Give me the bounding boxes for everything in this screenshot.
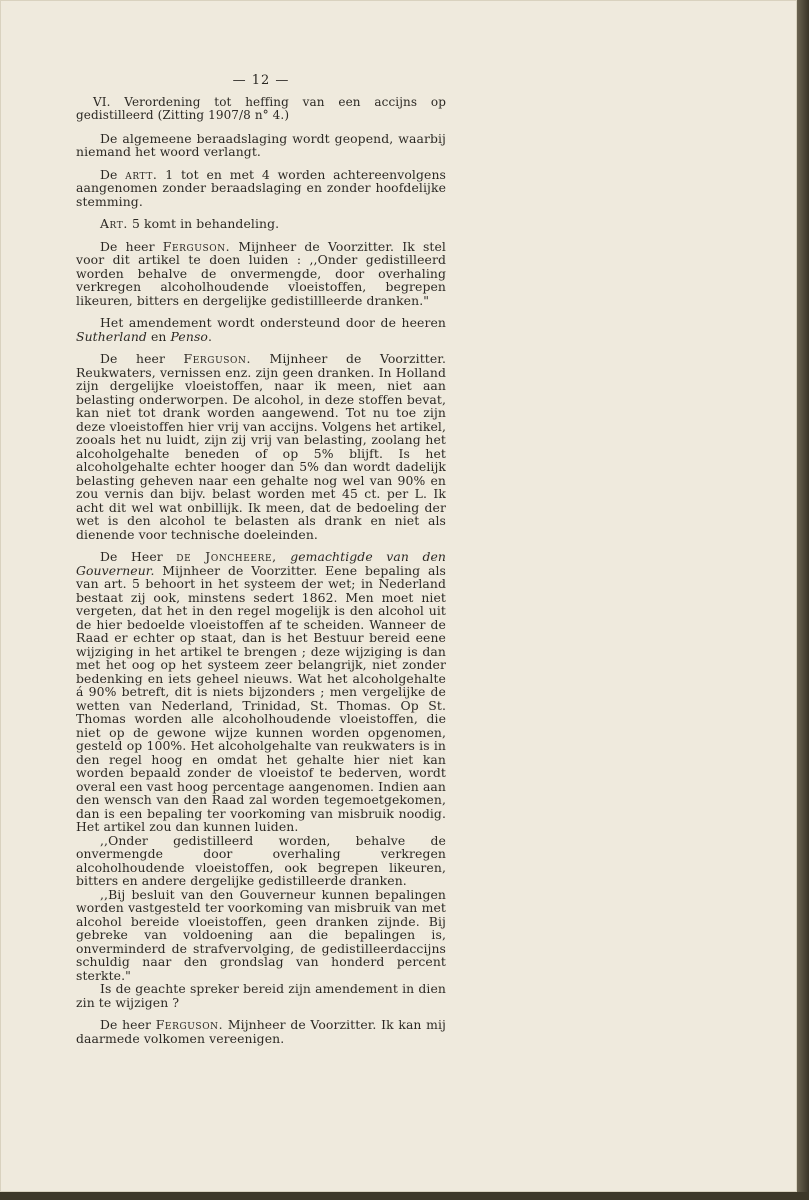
paragraph-7: De Heer de Joncheere, gemachtigde van den Gouverneur. Mijnheer de Voorzitter. Eene bepaling als van art. 5 behoort in het systeem der wet; in Nederland bestaat zij ook, minstens sedert 1862. Men moet niet vergeten, dat het in den regel mogelijk is den alcohol uit de hier bedoelde vloeistoffen af te scheiden. Wanneer de Raad er echter op staat, dan is het Bestuur bereid eene wijziging in het artikel te brengen ; deze wijziging is dan met het oog op het systeem zeer belangrijk, niet zonder bedenking en iets geheel nieuws. Wat het alcoholgehalte á 90% betreft, dit is niets bijzonders ; men vergelijke de wetten van Nederland, Trinidad, St. Thomas. Op St. Thomas worden alle alcoholhoudende vloeistoffen, die niet op de gewone wijze kunnen worden opgenomen, gesteld op 100%. Het alcoholgehalte van reukwaters is in den regel hoog en omdat het gehalte hier niet kan worden bepaald zonder de vloeistof te bederven, wordt overal een vast hoog percentage aangenomen. Indien aan den wensch van den Raad zal worden tegemoetgekomen, dan is een bepaling ter voorkoming van misbruik noodig. Het artikel zou dan kunnen luiden.	[76, 549, 447, 834]
page-number: — 12 —	[232, 73, 290, 88]
page-edge-right	[797, 0, 809, 1200]
paragraph-4: De heer Ferguson. Mijnheer de Voorzitter. Ik stel voor dit artikel te doen luiden : ,,Onder gedistilleerd worden behalve de onvermengde, door overhaling verkregen alcoholhoudende vloeistoffen, begrepen likeuren, bitters en dergelijke gedistillleerde dranken."	[76, 238, 446, 308]
page-content	[76, 74, 446, 1054]
paragraph-9: ,,Bij besluit van den Gouverneur kunnen bepalingen worden vastgesteld ter voorkoming van misbruik van met alcohol bereide vloeistoffen, geen dranken zijnde. Bij gebreke van voldoening aan die bepalingen is, onverminderd de strafvervolging, de gedistilleerdaccijns schuldig naar den grondslag van honderd percent sterkte."	[76, 886, 446, 983]
speaker-name: Ferguson.	[162, 238, 231, 254]
speaker-name: de Joncheere,	[176, 549, 277, 564]
page-edge-bottom	[0, 1192, 809, 1200]
speaker-name: Ferguson.	[155, 1017, 224, 1032]
section-heading-text: VI. Verordening tot heffing van een accijns op gedistilleerd (Zitting 1907/8 n° 4.)	[76, 94, 446, 122]
paragraph-1: De algemeene beraadslaging wordt geopend, waarbij niemand het woord verlangt.	[76, 130, 446, 159]
speaker-name: Ferguson.	[183, 351, 252, 366]
paragraph-3: Art. 5 komt in behandeling.	[100, 216, 280, 231]
paragraph-11: De heer Ferguson. Mijnheer de Voorzitter. Ik kan mij daarmede volkomen vereenigen.	[76, 1017, 447, 1046]
paragraph-5: Het amendement wordt ondersteund door de heeren Sutherland en Penso.	[76, 315, 446, 344]
paragraph-10: Is de geachte spreker bereid zijn amendement in dien zin te wijzigen ?	[76, 981, 446, 1010]
paragraph-6: De heer Ferguson. Mijnheer de Voorzitter. Reukwaters, vernissen enz. zijn geen dranken. In Holland zijn dergelijke vloeistoffen, naar ik meen, niet aan belasting onderworpen. De alcohol, in deze stoffen bevat, kan niet tot drank worden aangewend. Tot nu toe zijn deze vloeistoffen hier vrij van accijns. Volgens het artikel, zooals het nu luidt, zijn zij vrij van belasting, zoolang het alcoholgehalte beneden of op 5% blijft. Is het alcoholgehalte echter hooger dan 5% dan wordt dadelijk belasting geheven naar een gehalte nog wel van 90% en zou vernis dan bijv. belast worden met 45 ct. per L. Ik acht dit wel wat onbillijk. Ik meen, dat de bedoeling der wet is den alcohol te belasten als drank en niet als dienende voor technische doeleinden.	[76, 351, 446, 542]
paragraph-8: ,,Onder gedistilleerd worden, behalve de onvermengde door overhaling verkregen alcoholhoudende vloeistoffen, ook begrepen likeuren, bitters en andere dergelijke gedistilleerde dranken.	[76, 832, 446, 888]
section-heading	[76, 96, 446, 123]
paragraph-2: De artt. 1 tot en met 4 worden achtereenvolgens aangenomen zonder beraadslaging en zonder hoofdelijke stemming.	[76, 166, 446, 209]
